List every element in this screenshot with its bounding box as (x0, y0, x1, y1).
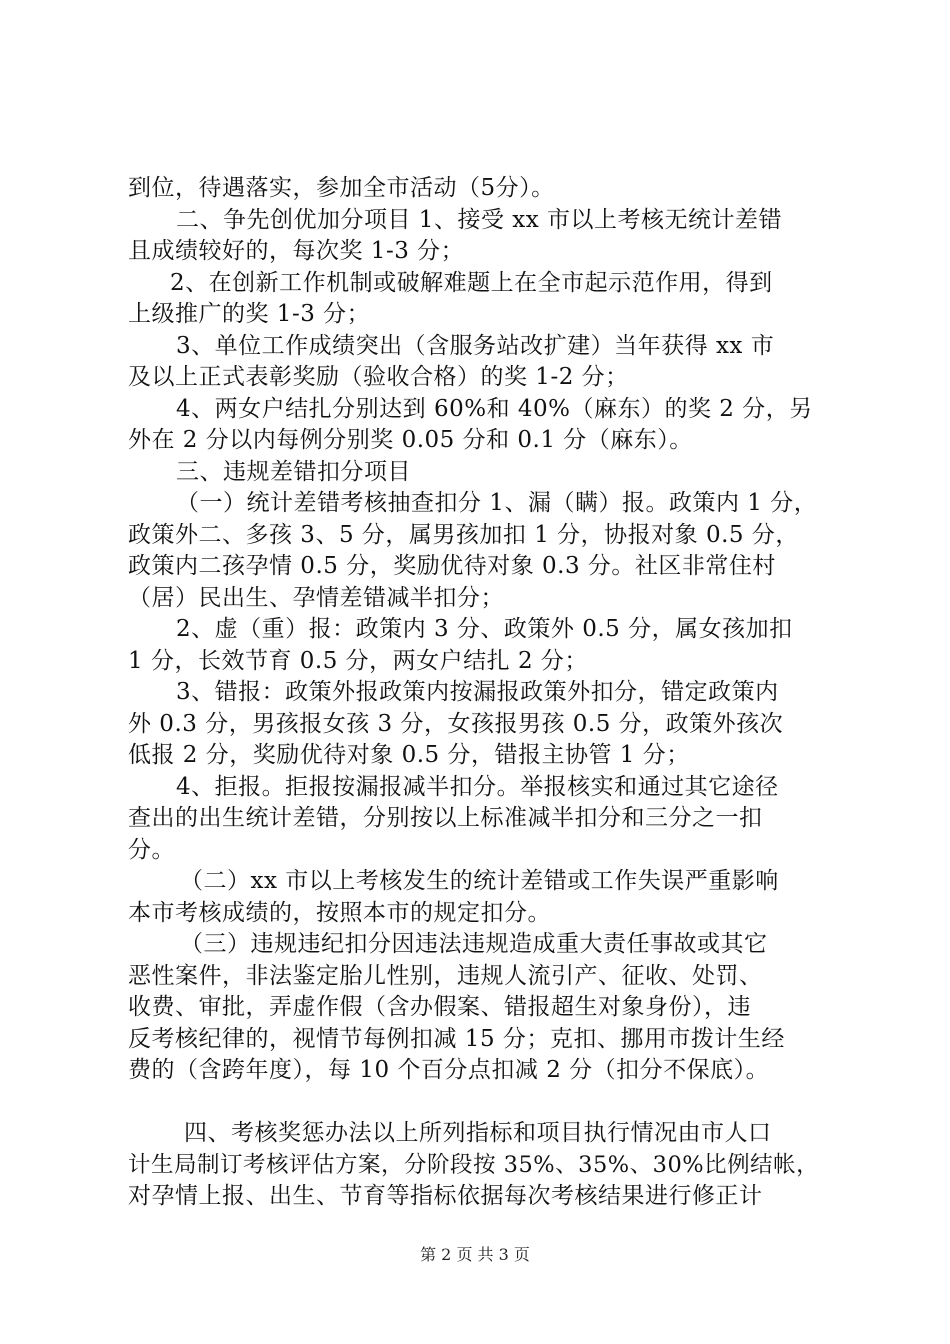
text-line: 计生局制订考核评估方案，分阶段按 35%、35%、30%比例结帐， (128, 1152, 820, 1178)
text-line: 及以上正式表彰奖励（验收合格）的奖 1-2 分； (128, 364, 629, 390)
text-line: 外 0.3 分，男孩报女孩 3 分，女孩报男孩 0.5 分，政策外孩次 (128, 711, 784, 737)
text-line: （一）统计差错考核抽查扣分 1、漏（瞒）报。政策内 1 分， (176, 490, 818, 516)
text-line: 且成绩较好的，每次奖 1-3 分； (128, 238, 465, 264)
text-line: 外在 2 分以内每例分别奖 0.05 分和 0.1 分（麻东）。 (128, 427, 693, 453)
text-line: 分。 (128, 837, 175, 863)
text-line: （二）xx 市以上考核发生的统计差错或工作失误严重影响 (180, 868, 779, 894)
text-line: 2、虚（重）报：政策内 3 分、政策外 0.5 分，属女孩加扣 (176, 616, 793, 642)
text-line: 政策外二、多孩 3、5 分，属男孩加扣 1 分，协报对象 0.5 分， (128, 522, 799, 548)
text-line: 政策内二孩孕情 0.5 分，奖励优待对象 0.3 分。社区非常住村 (128, 553, 776, 579)
text-line: 上级推广的奖 1-3 分； (128, 301, 371, 327)
text-line: 1 分，长效节育 0.5 分，两女户结扎 2 分； (128, 648, 588, 674)
text-line: 收费、审批，弄虚作假（含办假案、错报超生对象身份），违 (128, 994, 751, 1020)
text-line: （居）民出生、孕情差错减半扣分； (128, 585, 504, 611)
text-line: 到位，待遇落实，参加全市活动（5分）。 (128, 175, 555, 201)
text-line: 恶性案件，非法鉴定胎儿性别，违规人流引产、征收、处罚、 (128, 963, 763, 989)
page-number-footer: 第 2 页 共 3 页 (420, 1245, 530, 1264)
text-line: 4、拒报。拒报按漏报减半扣分。举报核实和通过其它途径 (176, 774, 779, 800)
section-heading: 三、违规差错扣分项目 (176, 459, 411, 485)
text-line: 4、两女户结扎分别达到 60%和 40%（麻东）的奖 2 分，另 (176, 396, 813, 422)
text-line: （三）违规违纪扣分因违法违规造成重大责任事故或其它 (180, 931, 768, 957)
text-line: 查出的出生统计差错，分别按以上标准减半扣分和三分之一扣 (128, 805, 763, 831)
text-line: 2、在创新工作机制或破解难题上在全市起示范作用，得到 (170, 270, 773, 296)
text-line: 3、错报：政策外报政策内按漏报政策外扣分，错定政策内 (176, 679, 779, 705)
section-heading: 四、考核奖惩办法以上所列指标和项目执行情况由市人口 (184, 1120, 772, 1146)
text-line: 反考核纪律的，视情节每例扣减 15 分；克扣、挪用市拨计生经 (128, 1026, 785, 1052)
text-line: 对孕情上报、出生、节育等指标依据每次考核结果进行修正计 (128, 1183, 763, 1209)
text-line: 二、争先创优加分项目 1、接受 xx 市以上考核无统计差错 (176, 207, 783, 233)
text-line: 低报 2 分，奖励优待对象 0.5 分，错报主协管 1 分； (128, 742, 690, 768)
text-line: 费的（含跨年度），每 10 个百分点扣减 2 分（扣分不保底）。 (128, 1057, 770, 1083)
text-line: 3、单位工作成绩突出（含服务站改扩建）当年获得 xx 市 (176, 333, 775, 359)
text-line: 本市考核成绩的，按照本市的规定扣分。 (128, 900, 551, 926)
